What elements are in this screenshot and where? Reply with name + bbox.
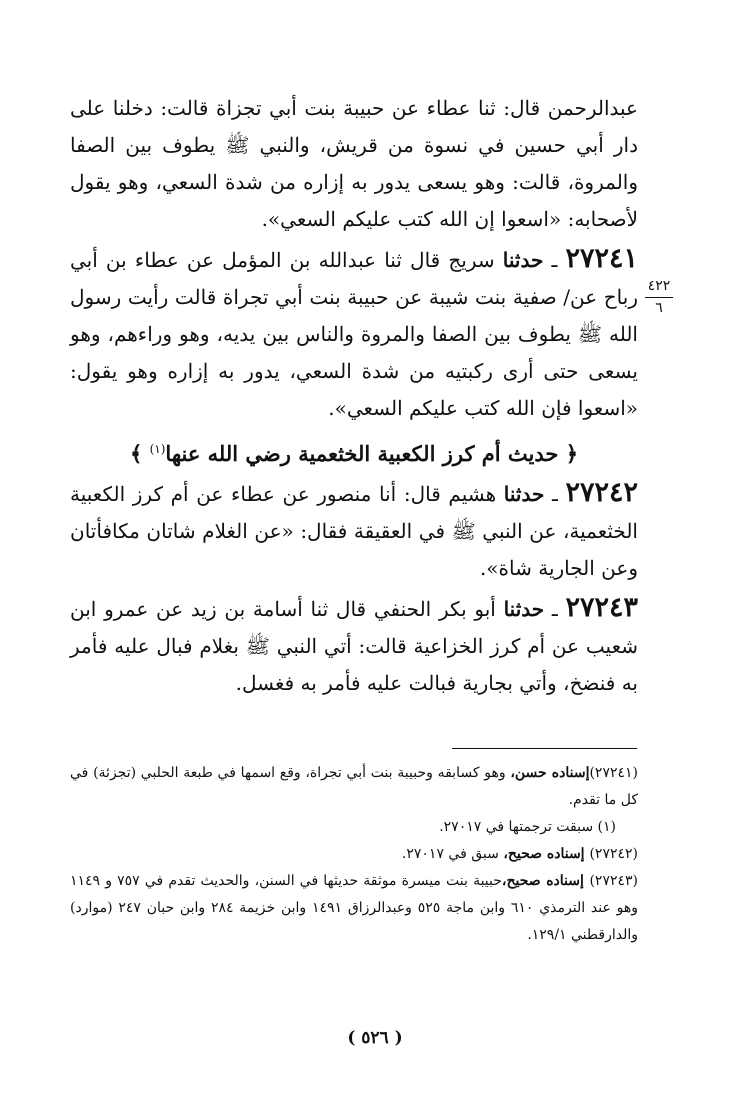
footnote-number: (٢٧٢٤٢) <box>589 846 638 862</box>
hadith-number: ٢٧٢٤٢ <box>565 477 638 508</box>
footnote-27241 <box>70 760 638 814</box>
hadith-27241 <box>70 240 638 427</box>
ornate-bracket-open: ﴿ <box>565 441 579 466</box>
footnote-grade: إسناده حسن، <box>510 765 590 781</box>
footnote-grade: إسناده صحيح، <box>503 846 590 862</box>
ornate-bracket-close: ﴾ <box>129 441 150 466</box>
footnotes <box>70 760 638 949</box>
footnote-text: حبيبة بنت ميسرة موثقة حديثها في السنن، والحديث تقدم في ٧٥٧ و ١١٤٩ وهو عند الترمذي ٦١٠ وابن ماجة ٥٢٥ وعبدالرزاق ١٤٩١ وابن خزيمة ٢٨٤ وابن حبان ٢٤٧ (موارد) والدارقطني ١٢٩/١. <box>70 873 639 943</box>
footnote-number: (٢٧٢٤٣) <box>589 873 638 889</box>
section-heading <box>70 431 638 472</box>
haddathana: حدثنا <box>503 482 545 506</box>
dash: ـ <box>544 597 566 621</box>
hadith-27242 <box>70 474 638 587</box>
margin-ref-divider <box>645 297 673 298</box>
hadith-number: ٢٧٢٤١ <box>565 243 638 274</box>
heading-text: حديث أم كرز الكعبية الخثعمية رضي الله عنها <box>165 441 566 466</box>
hadith-text: سريج قال ثنا عبدالله بن المؤمل عن عطاء بن أبي رباح عن/ صفية بنت شيبة عن حبيبة بنت أبي تجراة قالت رأيت رسول الله ﷺ يطوف بين الصفا والمروة والناس بين يديه، وهو وراءهم، وهو يسعى حتى أرى ركبتيه من شدة السعي، يدور به إزاره وهو يقول: «اسعوا فإن الله كتب عليكم السعي». <box>70 248 638 420</box>
hadith-text: هشيم قال: أنا منصور عن عطاء عن أم كرز الكعبية الخثعمية، عن النبي ﷺ في العقيقة فقال: «عن الغلام شاتان مكافأتان وعن الجارية شاة». <box>70 482 638 580</box>
footnote-27242 <box>70 841 638 868</box>
footnote-separator <box>452 748 637 749</box>
dash: ـ <box>544 482 566 506</box>
margin-reference <box>641 278 677 317</box>
paragraph-continuation: عبدالرحمن قال: ثنا عطاء عن حبيبة بنت أبي تجزاة قالت: دخلنا على دار أبي حسين في نسوة من قريش، والنبي ﷺ يطوف بين الصفا والمروة، قالت: وهو يسعى يدور به إزاره من شدة السعي، وهو يقول لأصحابه: «اسعوا إن الله كتب عليكم السعي». <box>70 96 638 231</box>
footnote-1: (١) سبقت ترجمتها في ٢٧٠١٧. <box>439 819 616 835</box>
footnote-marker: (١) <box>149 442 166 456</box>
footnote-text: وهو كسابقه وحبيبة بنت أبي تجراة، وقع اسمها في طبعة الحلبي (تجزئة) في كل ما تقدم. <box>70 765 638 808</box>
hadith-27243 <box>70 589 638 702</box>
hadith-text: أبو بكر الحنفي قال ثنا أسامة بن زيد عن عمرو ابن شعيب عن أم كرز الخزاعية قالت: أتي النبي ﷺ بغلام فبال عليه فأمر به فنضخ، وأتي بجارية فبالت عليه فأمر به فغسل. <box>70 597 638 695</box>
page-number: ( ٥٢٦ ) <box>347 1028 403 1048</box>
haddathana: حدثنا <box>502 248 544 272</box>
margin-ref-top: ٤٢٢ <box>647 278 671 294</box>
footnote-number: (٢٧٢٤١) <box>589 765 638 781</box>
dash: ـ <box>543 248 566 272</box>
haddathana: حدثنا <box>503 597 545 621</box>
main-text <box>70 90 638 702</box>
hadith-number: ٢٧٢٤٣ <box>565 592 638 623</box>
footnote-text: سبق في ٢٧٠١٧. <box>401 846 504 862</box>
margin-ref-bottom: ٦ <box>655 300 663 316</box>
footnote-27243 <box>70 868 638 949</box>
footnote-grade: إسناده صحيح، <box>501 873 590 889</box>
